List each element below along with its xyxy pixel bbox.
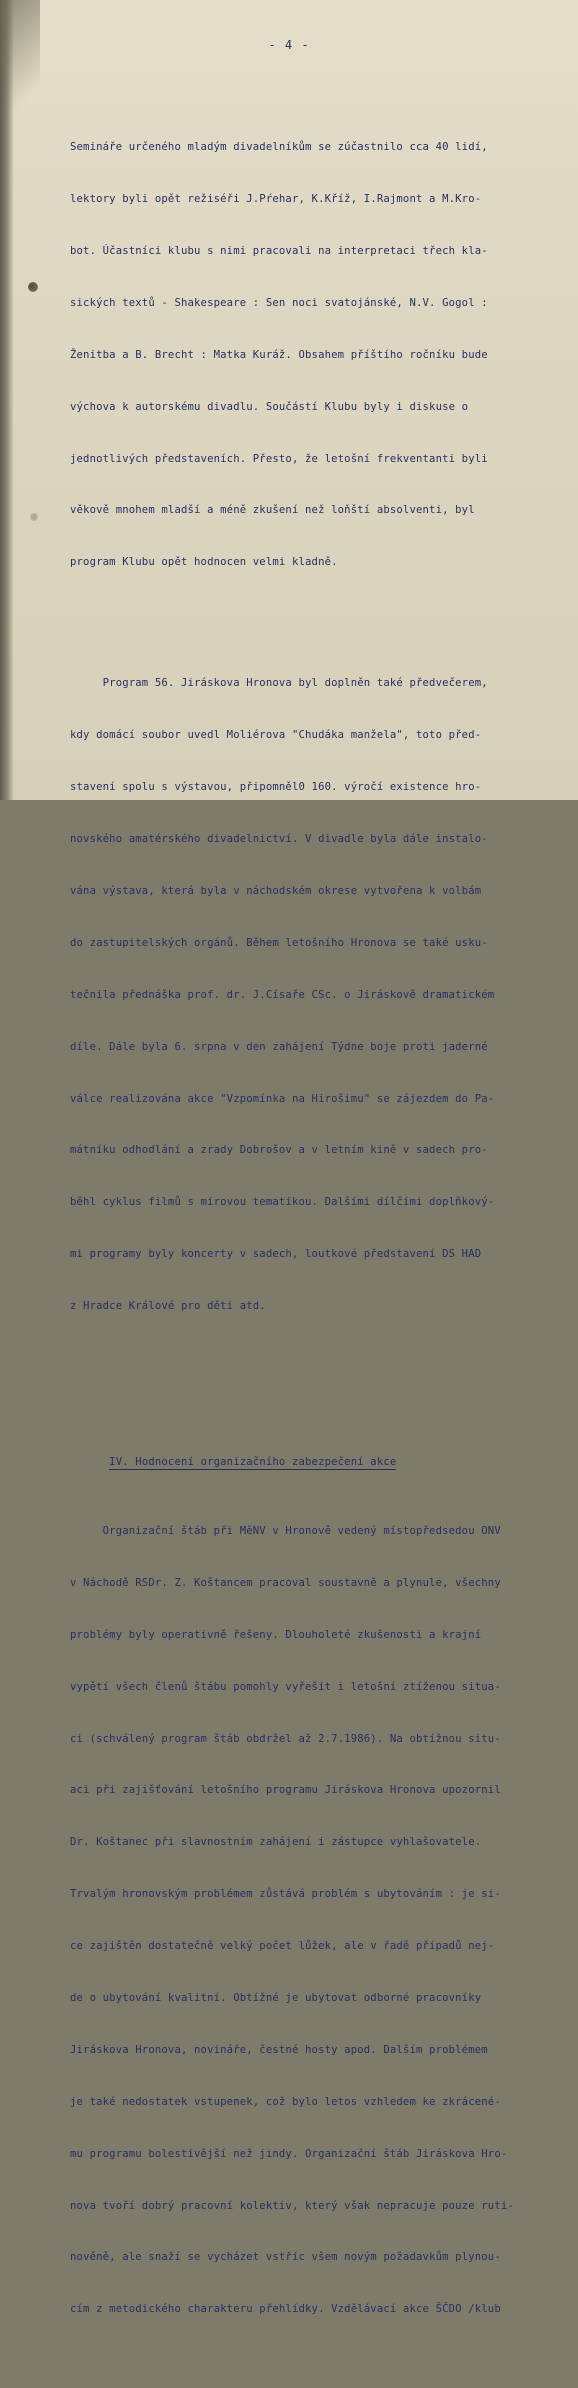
text-line: ci (schválený program štáb obdržel až 2.7.1986). Na obtížnou situ- (70, 1732, 501, 1745)
text-line: z Hradce Králové pro děti atd. (70, 1300, 266, 1313)
text-line: Jiráskova Hronova, novináře, čestné hosty apod. Dalším problémem (70, 2043, 488, 2056)
paragraph-organization (70, 1488, 560, 2353)
text-line: ce zajištěn dostatečně velký počet lůžek, ale v řadě případů nej- (70, 1940, 495, 1953)
text-line: v Náchodě RSDr. Z. Koštancem pracoval soustavně a plynule, všechny (70, 1576, 501, 1589)
text-line: Organizační štáb při MěNV v Hronově vedený místopředsedou ONV (70, 1524, 501, 1537)
text-line: díle. Dále byla 6. srpna v den zahájení Týdne boje proti jaderné (70, 1040, 488, 1053)
text-line: běhl cyklus filmů s mírovou tematikou. Dalšími dílčími doplňkový- (70, 1196, 495, 1209)
paragraph-seminar (70, 105, 560, 607)
text-line: válce realizována akce "Vzpomínka na Hirošimu" se zájezdem do Pa- (70, 1092, 495, 1105)
text-line: nova tvoří dobrý pracovní kolektiv, který však nepracuje pouze ruti- (70, 2199, 514, 2212)
text-line: program Klubu opět hodnocen velmi kladně. (70, 556, 338, 569)
section-heading: IV. Hodnocení organizačního zabezpečení akce (109, 1455, 397, 1468)
punch-hole (28, 282, 38, 292)
text-line: Trvalým hronovským problémem zůstává problém s ubytováním : je si- (70, 1888, 501, 1901)
text-line: Program 56. Jiráskova Hronova byl doplněn také předvečerem, (70, 677, 488, 690)
text-line: bot. Účastníci klubu s nimi pracovali na interpretaci třech kla- (70, 244, 488, 257)
section-heading-line (70, 1436, 560, 1468)
page-curl-shadow (0, 0, 40, 140)
page-number: - 4 - (268, 38, 310, 52)
text-line: Semináře určeného mladým divadelníkům se zúčastnilo cca 40 lidí, (70, 141, 488, 154)
text-line: je také nedostatek vstupenek, což bylo letos vzhledem ke zkrácené- (70, 2095, 501, 2108)
text-line: nověně, ale snaží se vycházet vstříc všem novým požadavkům plynou- (70, 2251, 501, 2264)
text-line: cím z metodického charakteru přehlídky. Vzdělávací akce ŠČDO /klub (70, 2303, 501, 2316)
text-line: novského amatérského divadelnictví. V divadle byla dále instalo- (70, 833, 488, 846)
text-line: výchova k autorskému divadlu. Součástí Klubu byly i diskuse o (70, 400, 469, 413)
text-line: de o ubytování kvalitní. Obtížné je ubytovat odborné pracovníky (70, 1991, 482, 2004)
text-line: tečnila přednáška prof. dr. J.Císaře CSc. o Jiráskově dramatickém (70, 988, 495, 1001)
text-line: věkově mnohem mladší a méně zkušení než loňští absolventi, byl (70, 504, 475, 517)
text-line: kdy domácí soubor uvedl Moliérova "Chudáka manžela", toto před- (70, 729, 482, 742)
paragraph-program (70, 641, 560, 1350)
text-line: do zastupitelských orgánů. Během letošního Hronova se také usku- (70, 936, 488, 949)
text-line: vypětí všech členů štábu pomohly vyřešit i letošní ztíženou situa- (70, 1680, 501, 1693)
text-line: problémy byly operativně řešeny. Dlouholeté zkušenosti a krajní (70, 1628, 482, 1641)
text-line: vána výstava, která byla v náchodském okrese vytvořena k volbám (70, 884, 482, 897)
text-line: sických textů - Shakespeare : Sen noci svatojánské, N.V. Gogol : (70, 296, 488, 309)
punch-hole (30, 513, 38, 521)
text-line: Dr. Koštanec při slavnostním zahájení i zástupce vyhlašovatele. (70, 1836, 482, 1849)
text-line: mi programy byly koncerty v sadech, loutkové představení DS HAD (70, 1248, 482, 1261)
text-line: stavení spolu s výstavou, připomněl0 160. výročí existence hro- (70, 781, 482, 794)
blank-line (70, 1385, 560, 1402)
text-line: lektory byli opět režiséři J.Pŕehar, K.Kříž, I.Rajmont a M.Kro- (70, 193, 482, 206)
text-line: mátníku odhodlání a zrady Dobrošov a v letním kině v sadech pro- (70, 1144, 488, 1157)
text-line: Ženitba a B. Brecht : Matka Kuráž. Obsahem příštího ročníku bude (70, 348, 488, 361)
document-body (70, 70, 560, 2388)
text-line: mu programu bolestivější než jindy. Organizační štáb Jiráskova Hro- (70, 2147, 508, 2160)
text-line: aci při zajišťování letošního programu Jiráskova Hronova upozornil (70, 1784, 501, 1797)
text-line: jednotlivých představeních. Přesto, že letošní frekventanti byli (70, 452, 488, 465)
